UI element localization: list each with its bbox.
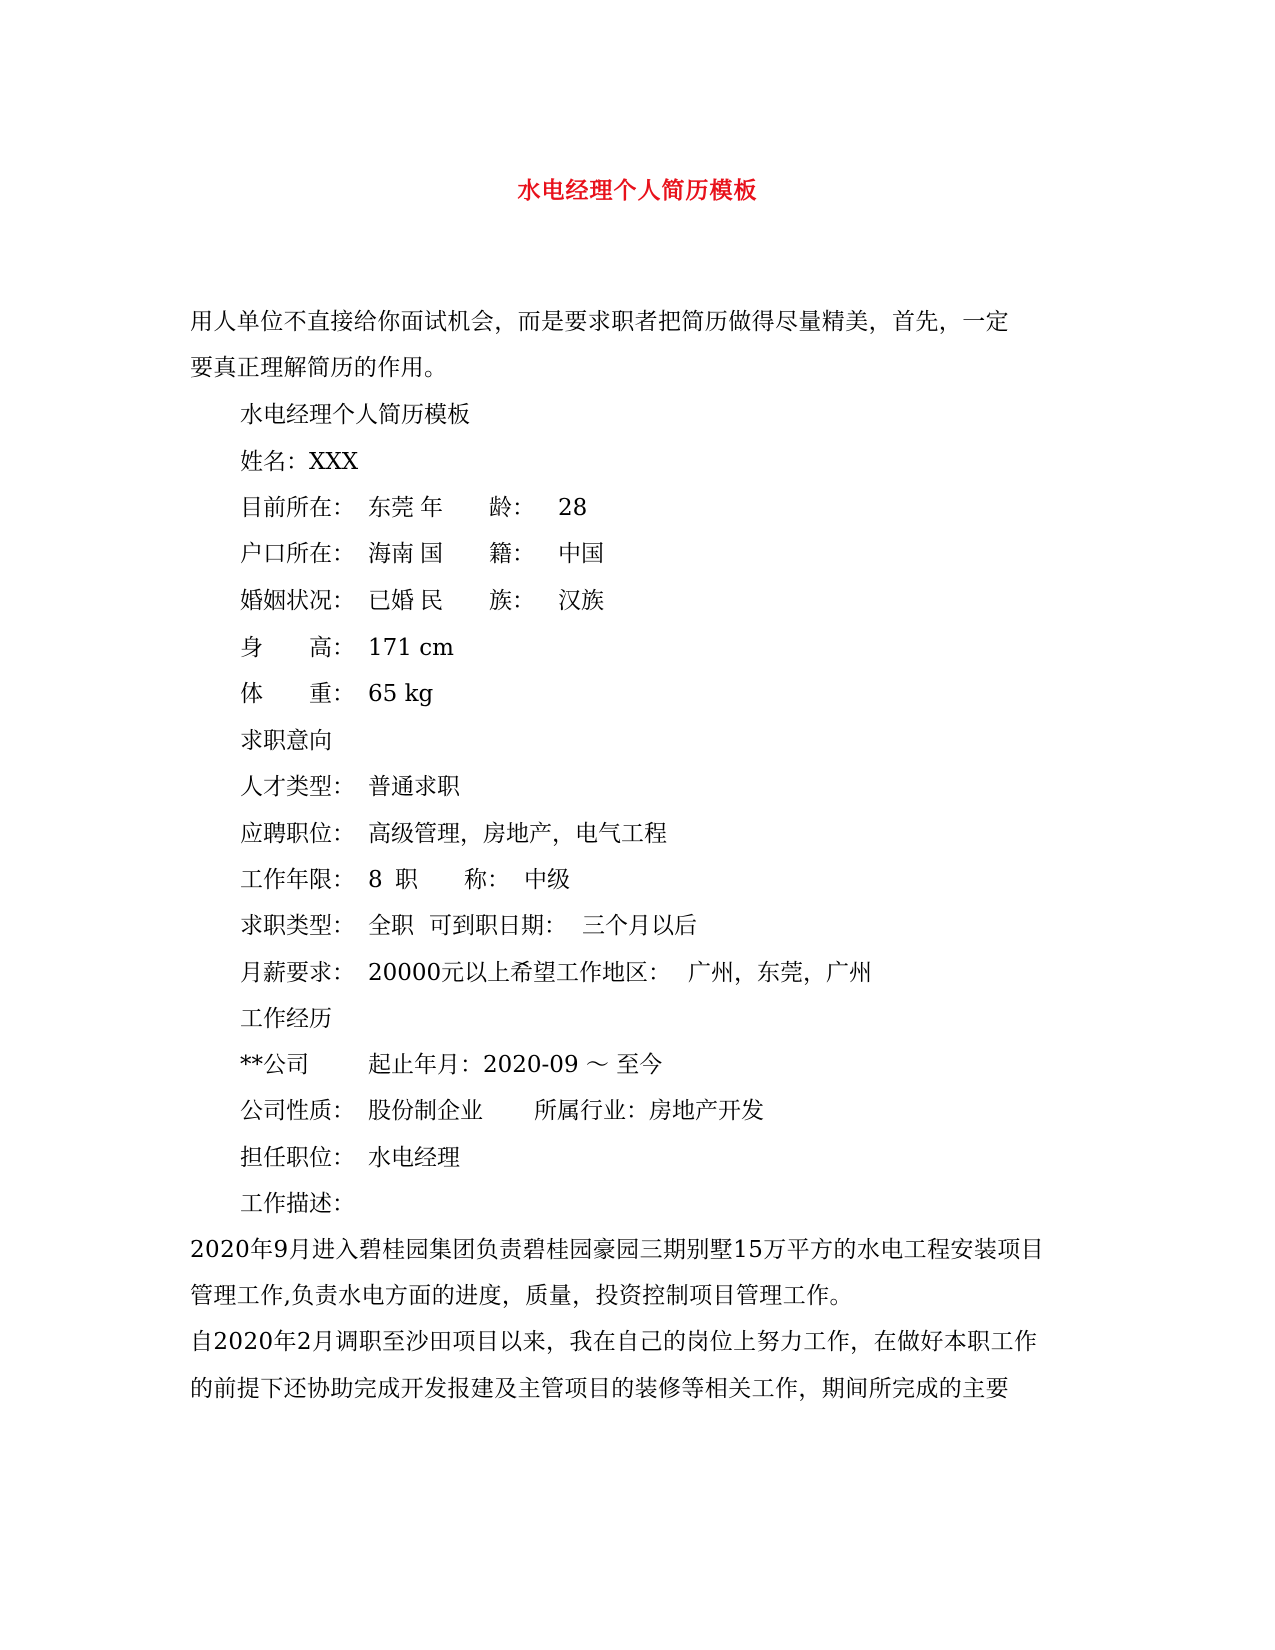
age-value: 28 xyxy=(558,495,588,521)
ethnic-label: 民 族： xyxy=(420,588,535,614)
role-row xyxy=(240,1144,940,1172)
position-value: 高级管理，房地产，电气工程 xyxy=(368,821,667,847)
desc-line-4: 的前提下还协助完成开发报建及主管项目的装修等相关工作，期间所完成的主要 xyxy=(190,1376,1009,1402)
hukou-label: 户口所在： xyxy=(240,541,355,567)
industry: 所属行业：房地产开发 xyxy=(534,1098,764,1124)
start-label: 可到职日期： xyxy=(429,913,567,939)
role-label: 担任职位： xyxy=(240,1145,355,1171)
location-label: 目前所在： xyxy=(240,495,355,521)
marital-ethnic-row xyxy=(240,587,740,615)
nature-industry-row xyxy=(240,1097,940,1125)
intro-line-1: 用人单位不直接给你面试机会，而是要求职者把简历做得尽量精美，首先，一定 xyxy=(190,309,1009,335)
resume-heading: 水电经理个人简历模板 xyxy=(240,402,470,428)
position-row xyxy=(240,820,840,848)
intro-line-2: 要真正理解简历的作用。 xyxy=(190,355,448,381)
hukou-value: 海南 xyxy=(368,541,414,567)
experience-heading: 工作经历 xyxy=(240,1006,332,1032)
salary-row xyxy=(240,959,940,987)
nationality-value: 中国 xyxy=(558,541,604,567)
title-value: 中级 xyxy=(524,867,570,893)
role-value: 水电经理 xyxy=(368,1145,460,1171)
period: 起止年月：2020-09 ～ 至今 xyxy=(368,1052,663,1078)
nature-label: 公司性质： xyxy=(240,1098,355,1124)
salary-value: 20000元以上 xyxy=(368,960,511,986)
jobtype-label: 求职类型： xyxy=(240,913,355,939)
hukou-nationality-row xyxy=(240,540,740,568)
nature-value: 股份制企业 xyxy=(368,1098,483,1124)
desc-label: 工作描述： xyxy=(240,1191,355,1217)
name-row: 姓名：XXX xyxy=(240,449,359,475)
years-title-row xyxy=(240,866,840,894)
talent-label: 人才类型： xyxy=(240,774,355,800)
marital-value: 已婚 xyxy=(368,588,414,614)
height-row xyxy=(240,634,740,662)
company-row xyxy=(240,1051,940,1079)
jobtype-row xyxy=(240,912,840,940)
height-label: 身 高： xyxy=(240,635,355,661)
salary-label: 月薪要求： xyxy=(240,960,355,986)
nationality-label: 国 籍： xyxy=(420,541,535,567)
height-value: 171 cm xyxy=(368,635,454,661)
start-value: 三个月以后 xyxy=(582,913,697,939)
area-label: 希望工作地区： xyxy=(510,960,671,986)
ethnic-value: 汉族 xyxy=(558,588,604,614)
years-label: 工作年限： xyxy=(240,867,355,893)
area-value: 广州，东莞，广州 xyxy=(688,960,872,986)
desc-line-1: 2020年9月进入碧桂园集团负责碧桂园豪园三期别墅15万平方的水电工程安装项目 xyxy=(190,1237,1045,1263)
weight-value: 65 kg xyxy=(368,681,434,707)
weight-label: 体 重： xyxy=(240,681,355,707)
desc-line-2: 管理工作,负责水电方面的进度，质量，投资控制项目管理工作。 xyxy=(190,1283,853,1309)
intention-heading: 求职意向 xyxy=(240,728,332,754)
jobtype-value: 全职 xyxy=(368,913,414,939)
years-value: 8 xyxy=(368,867,383,893)
marital-label: 婚姻状况： xyxy=(240,588,355,614)
age-label: 年 龄： xyxy=(420,495,535,521)
title-label: 职 称： xyxy=(395,867,510,893)
desc-line-3: 自2020年2月调职至沙田项目以来，我在自己的岗位上努力工作，在做好本职工作 xyxy=(190,1329,1038,1355)
location-value: 东莞 xyxy=(368,495,414,521)
weight-row xyxy=(240,680,740,708)
document-title: 水电经理个人简历模板 xyxy=(517,177,758,204)
company-name: **公司 xyxy=(240,1052,309,1078)
talent-row xyxy=(240,773,840,801)
position-label: 应聘职位： xyxy=(240,821,355,847)
talent-value: 普通求职 xyxy=(368,774,460,800)
location-age-row xyxy=(240,494,740,522)
